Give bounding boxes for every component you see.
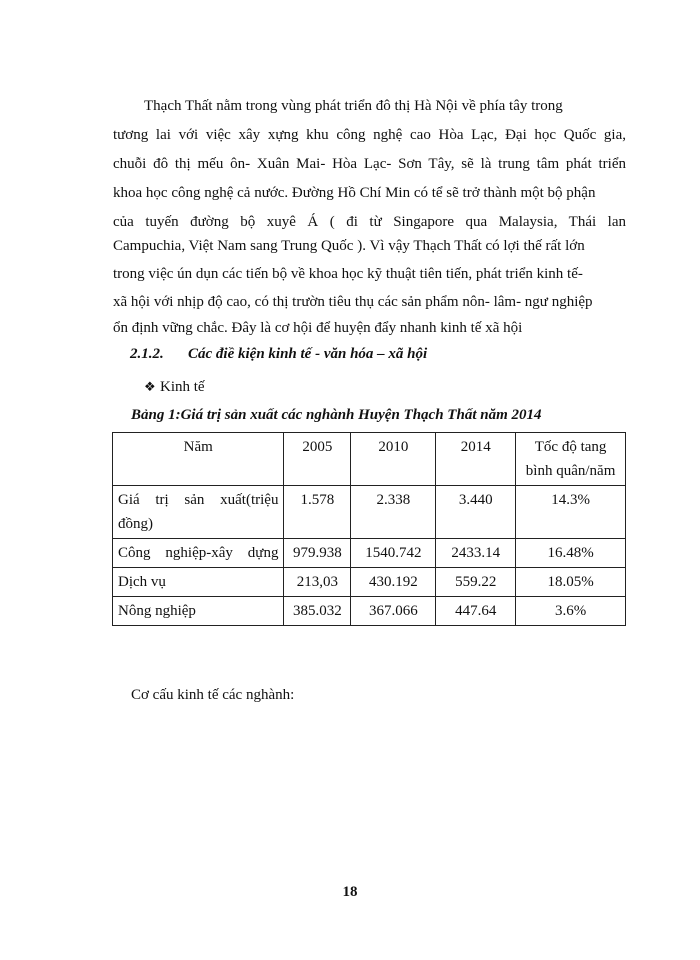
- header-year: Năm: [113, 433, 284, 486]
- production-value-table: [112, 432, 626, 626]
- paragraph-line: trong việc ún dụn các tiến bộ về khoa học kỹ thuật tiên tiến, phát triển kinh tế-: [113, 266, 583, 282]
- table-row: [113, 597, 626, 626]
- page-number: 18: [342, 884, 358, 900]
- section-number: 2.1.2.: [130, 346, 164, 362]
- table-row: [113, 568, 626, 597]
- bullet-item: [144, 379, 205, 396]
- paragraph-line: ổn định vững chắc. Đây là cơ hội để huyện đẩy nhanh kinh tế xã hội: [113, 320, 523, 336]
- cell-rate: 18.05%: [516, 568, 626, 597]
- row-label: Dịch vụ: [113, 568, 284, 597]
- row-label: Công nghiệp-xây dựng: [113, 539, 284, 568]
- diamond-bullet-icon: ❖: [144, 380, 156, 395]
- cell-2010: 2.338: [351, 486, 436, 539]
- paragraph-line: Thạch Thất nằm trong vùng phát triển đô thị Hà Nội về phía tây trong: [144, 98, 563, 114]
- closing-text: Cơ cấu kinh tế các nghành:: [131, 687, 295, 703]
- cell-2010: 1540.742: [351, 539, 436, 568]
- table-header-row: [113, 433, 626, 486]
- cell-rate: 16.48%: [516, 539, 626, 568]
- table-row: [113, 486, 626, 539]
- bullet-text: Kinh tế: [160, 379, 205, 395]
- cell-rate: 3.6%: [516, 597, 626, 626]
- row-label: Nông nghiệp: [113, 597, 284, 626]
- paragraph-line: chuỗi đô thị mếu ôn- Xuân Mai- Hòa Lạc- Sơn Tây, sẽ là trung tâm phát triển: [113, 156, 626, 172]
- cell-2005: 385.032: [284, 597, 351, 626]
- row-label: Giá trị sản xuất(triệu đồng): [113, 486, 284, 539]
- cell-2014: 447.64: [436, 597, 516, 626]
- section-title: Các điề kiện kinh tế - văn hóa – xã hội: [188, 346, 428, 362]
- header-growth-rate: Tốc độ tang bình quân/năm: [516, 433, 626, 486]
- cell-2010: 367.066: [351, 597, 436, 626]
- header-2014: 2014: [436, 433, 516, 486]
- table-caption: Bảng 1:Giá trị sản xuất các nghành Huyện Thạch Thất năm 2014: [131, 407, 542, 423]
- cell-2014: 3.440: [436, 486, 516, 539]
- cell-2005: 979.938: [284, 539, 351, 568]
- section-heading: [130, 346, 427, 363]
- paragraph-line: khoa học công nghệ cả nước. Đường Hồ Chí Min có tể sẽ trở thành một bộ phận: [113, 185, 596, 201]
- header-2005: 2005: [284, 433, 351, 486]
- cell-2014: 2433.14: [436, 539, 516, 568]
- cell-2014: 559.22: [436, 568, 516, 597]
- paragraph-line: tương lai với việc xây xựng khu công nghệ cao Hòa Lạc, Đại học Quốc gia,: [113, 127, 626, 143]
- paragraph-line: xã hội với nhịp độ cao, có thị trườn tiêu thụ các sản phẩm nôn- lâm- ngư nghiệp: [113, 294, 593, 310]
- header-2010: 2010: [351, 433, 436, 486]
- cell-2005: 213,03: [284, 568, 351, 597]
- cell-2010: 430.192: [351, 568, 436, 597]
- table-row: [113, 539, 626, 568]
- paragraph-line: của tuyến đường bộ xuyê Á ( đi từ Singapore qua Malaysia, Thái lan: [113, 214, 626, 230]
- cell-2005: 1.578: [284, 486, 351, 539]
- paragraph-line: Campuchia, Việt Nam sang Trung Quốc ). Vì vậy Thạch Thất có lợi thế rất lớn: [113, 238, 585, 254]
- cell-rate: 14.3%: [516, 486, 626, 539]
